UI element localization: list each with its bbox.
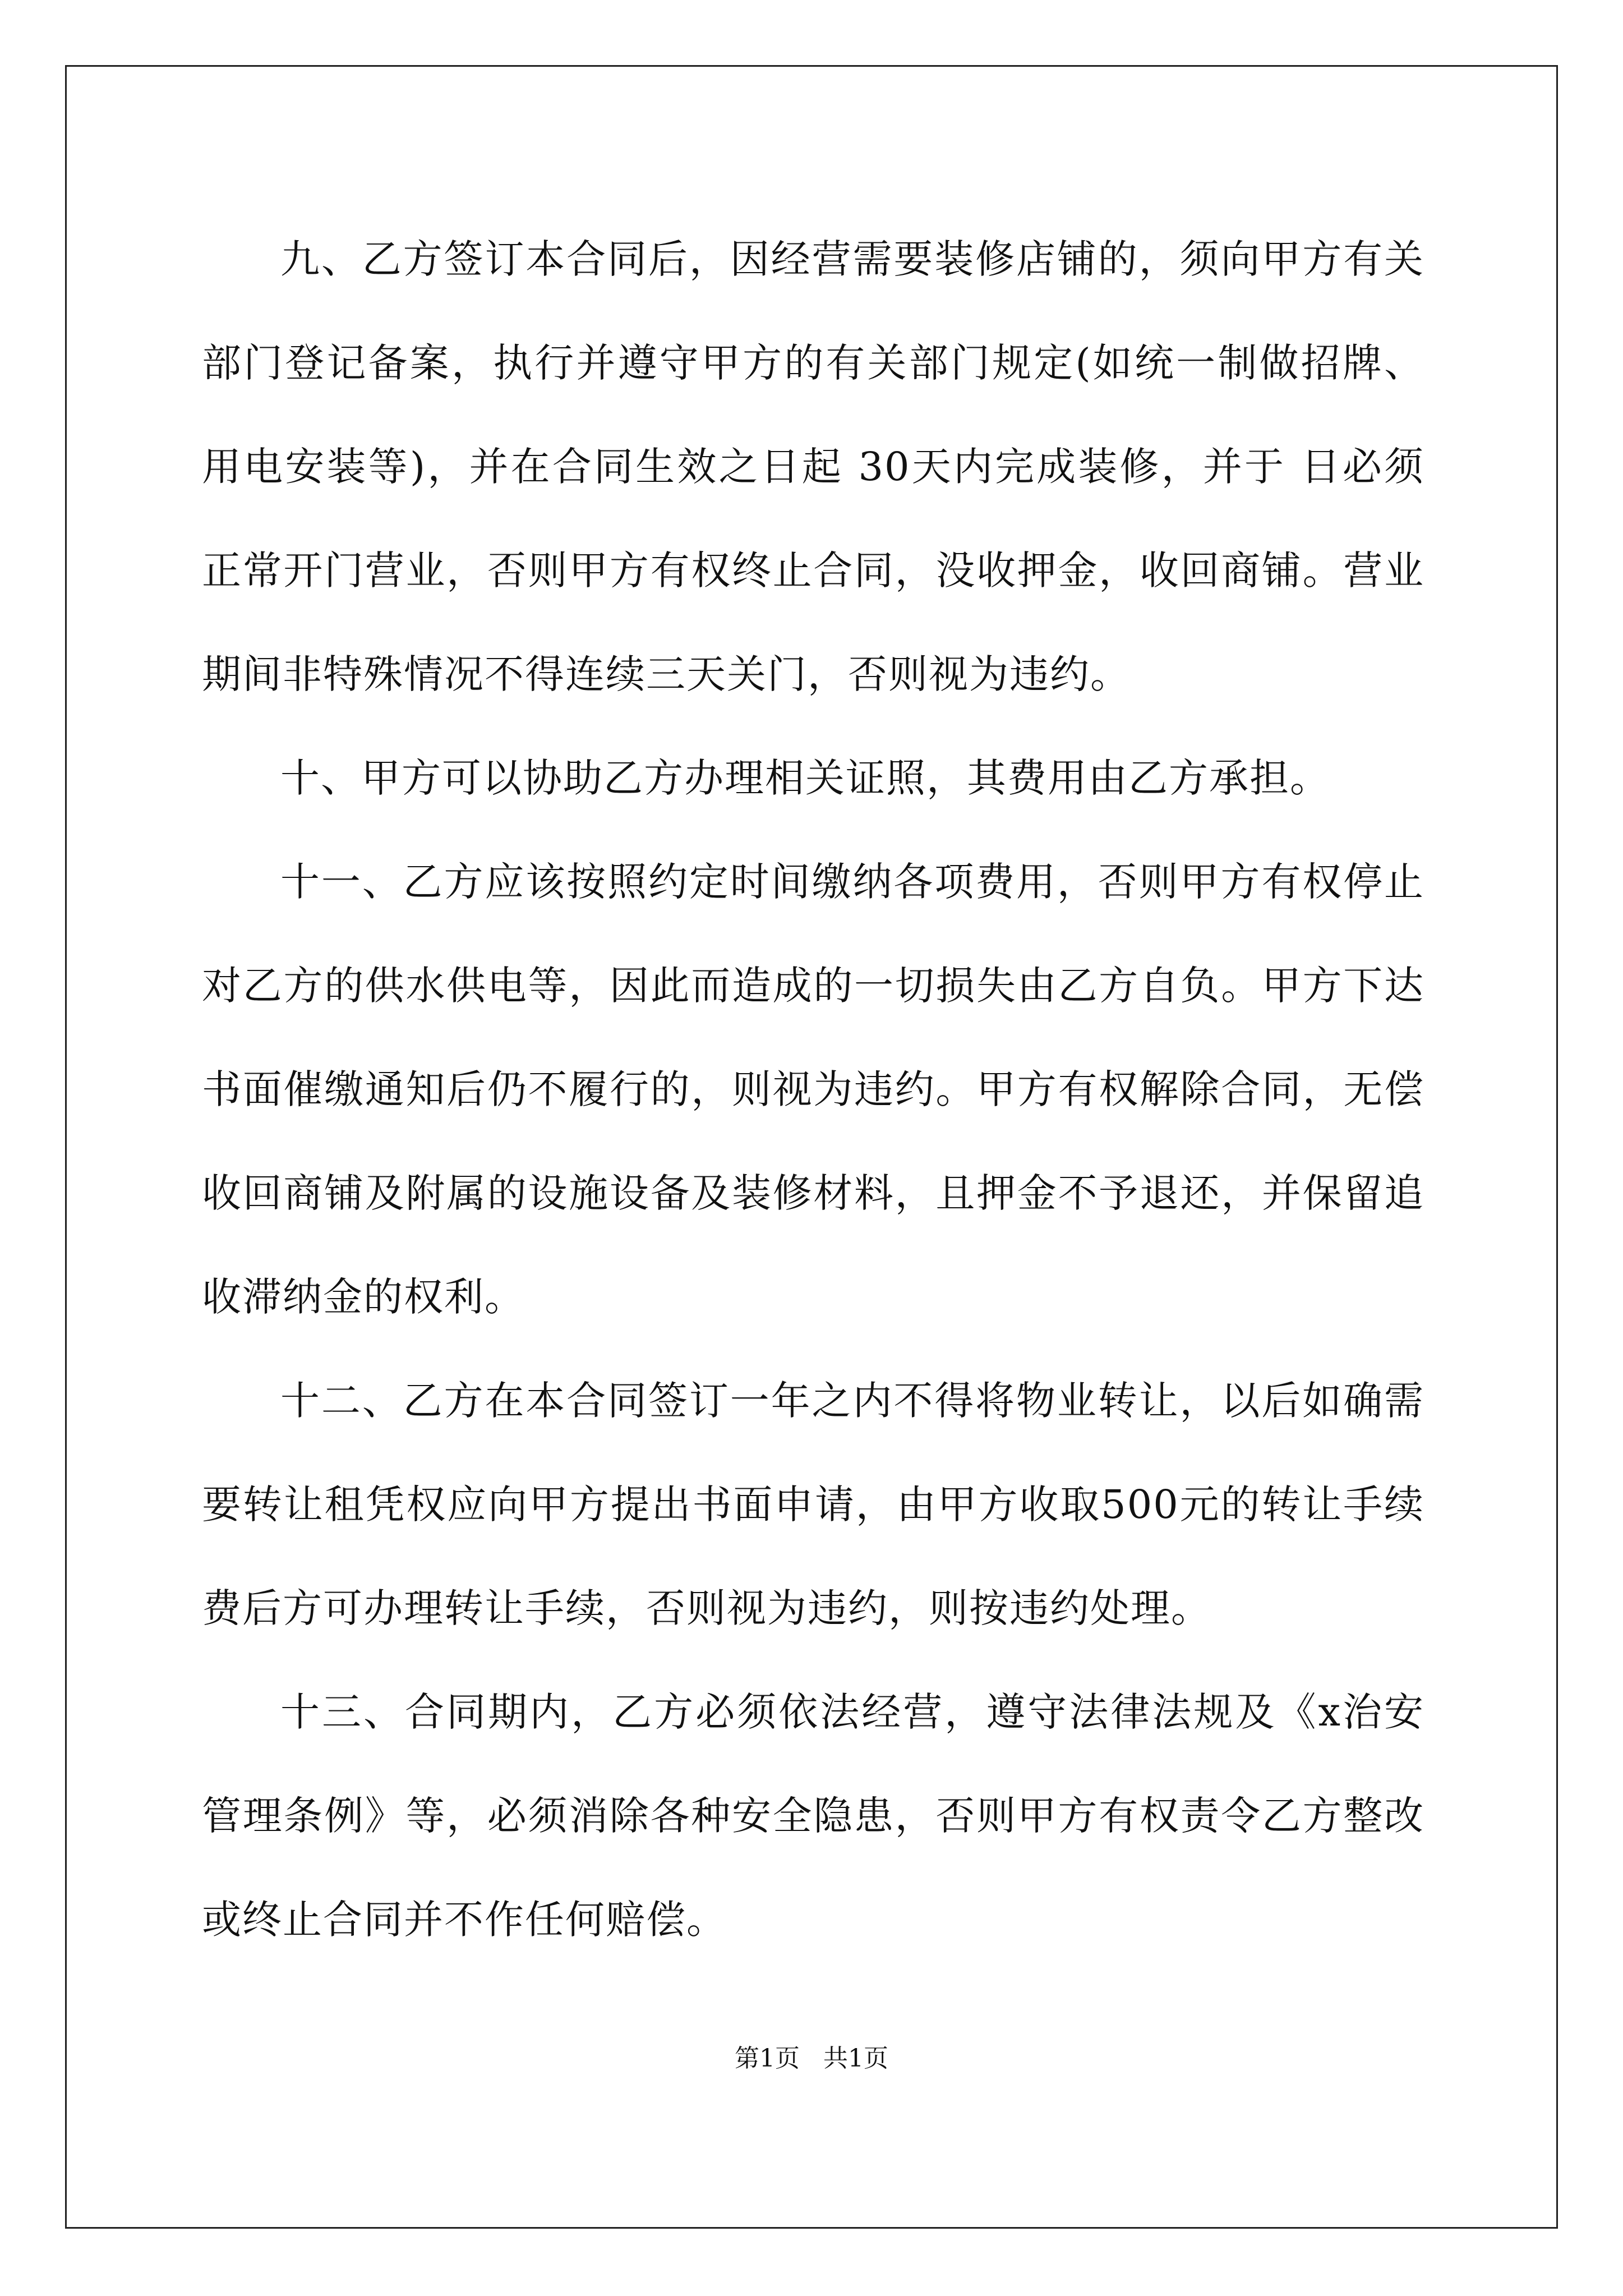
page-number: 第1页 共1页 (735, 2044, 888, 2073)
clause-13-paragraph: 十三、合同期内，乙方必须依法经营，遵守法律法规及《x治安管理条例》等，必须消除各种安全隐患，否则甲方有权责令乙方整改或终止合同并不作任何赔偿。 (202, 1689, 1424, 1943)
clause-9-paragraph: 九、乙方签订本合同后，因经营需要装修店铺的，须向甲方有关部门登记备案，执行并遵守甲方的有关部门规定(如统一制做招牌、用电安装等)，并在合同生效之日起 30天内完成装修，并于 日必须正常开门营业，否则甲方有权终止合同，没收押金，收回商铺。营业期间非特殊情况不得连续三天关门，否则视为违约。 (202, 236, 1424, 697)
clause-10-paragraph: 十、甲方可以协助乙方办理相关证照，其费用由乙方承担。 (280, 755, 1330, 801)
page-footer (0, 2042, 1623, 2076)
clause-12-paragraph: 十二、乙方在本合同签订一年之内不得将物业转让，以后如确需要转让租凭权应向甲方提出书面申请，由甲方收取500元的转让手续费后方可办理转让手续，否则视为违约，则按违约处理。 (202, 1378, 1424, 1631)
clause-11-paragraph: 十一、乙方应该按照约定时间缴纳各项费用，否则甲方有权停止对乙方的供水供电等，因此而造成的一切损失由乙方自负。甲方下达书面催缴通知后仍不履行的，则视为违约。甲方有权解除合同，无偿收回商铺及附属的设施设备及装修材料，且押金不予退还，并保留追收滞纳金的权利。 (202, 859, 1424, 1320)
document-body (202, 208, 1424, 1972)
